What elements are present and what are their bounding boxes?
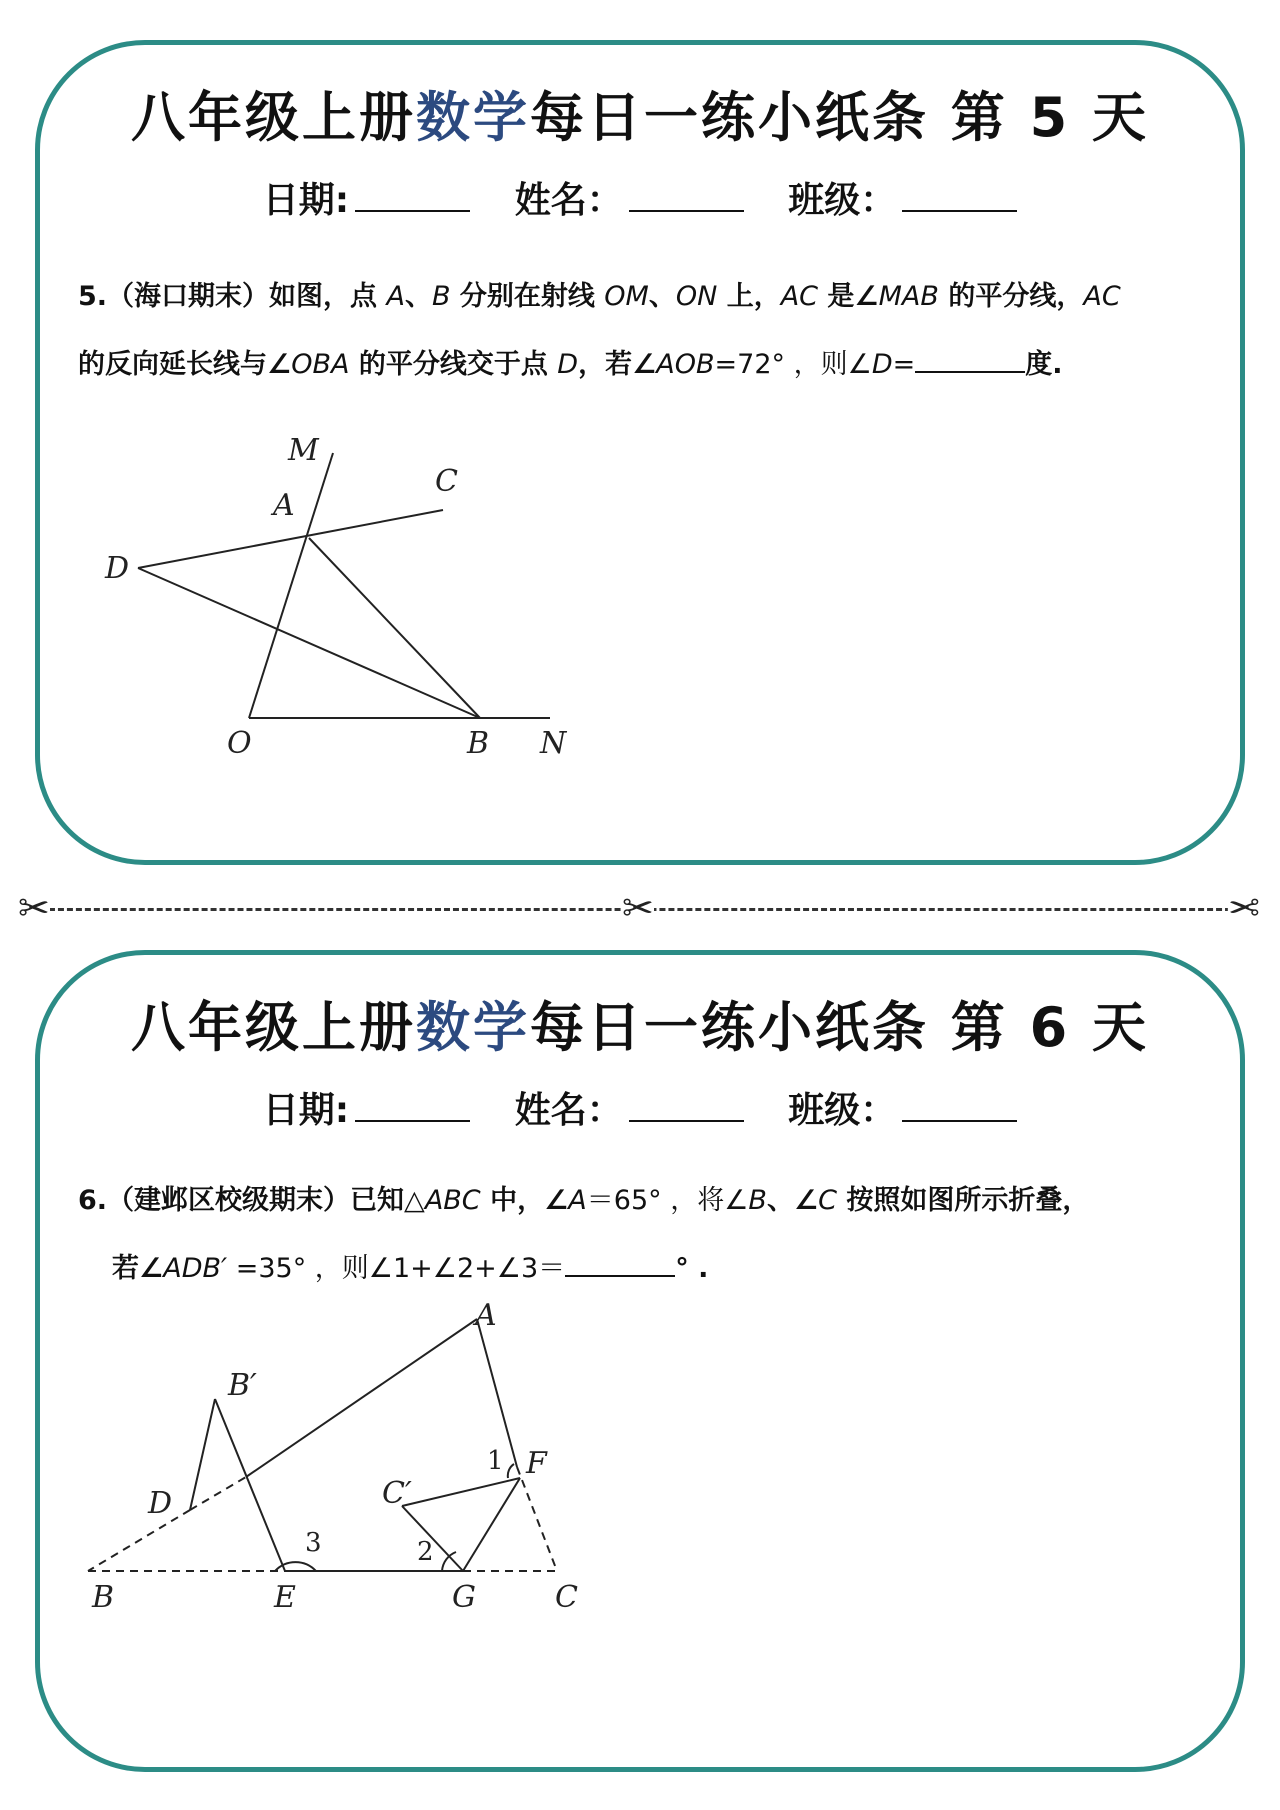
label-D: D (105, 551, 130, 586)
date-field[interactable]: 日期: (263, 1090, 470, 1131)
segment-DB (138, 568, 480, 718)
question-5-line-2: 的反向延长线与∠OBA 的平分线交于点 D，若∠AOB=72° ，则∠D= 度. (78, 349, 1063, 380)
scissors-icon: ✂ (622, 886, 654, 930)
title-day: 每日一练小纸条 第 5 天 (530, 86, 1149, 149)
label-B: B (92, 1580, 115, 1615)
segment-A-F (477, 1319, 517, 1467)
angle-arc-1 (508, 1464, 514, 1478)
label-O: O (227, 726, 252, 761)
label-angle-3: 3 (305, 1528, 322, 1558)
label-C-prime: C′ (382, 1476, 412, 1511)
class-field[interactable]: 班级： (788, 1090, 1017, 1131)
practice-card-day-6 (35, 950, 1245, 1772)
segment-D-B1 (190, 1399, 215, 1510)
question-5-line-1: 5.（海口期末）如图，点 A、B 分别在射线 OM、ON 上，AC 是∠MAB 的平分线，AC (78, 281, 1121, 312)
class-field[interactable]: 班级： (788, 180, 1017, 221)
title-text: 八年级上册 (131, 996, 416, 1059)
geometry-figure-5 (40, 45, 1240, 865)
label-G: G (452, 1580, 476, 1615)
segment-F-C1 (402, 1478, 520, 1506)
dashed-D-inner (190, 1477, 246, 1510)
segment-A-D (246, 1319, 477, 1477)
date-field[interactable]: 日期: (263, 180, 470, 221)
label-A: A (475, 1298, 497, 1333)
label-angle-1: 1 (487, 1446, 504, 1476)
segment-F-G (463, 1478, 520, 1571)
dashed-F-C (517, 1467, 557, 1571)
scissors-icon: ✂ (18, 886, 50, 930)
label-B: B (467, 726, 490, 761)
label-C: C (435, 464, 458, 499)
title-day: 每日一练小纸条 第 6 天 (530, 996, 1149, 1059)
label-B-prime: B′ (228, 1368, 257, 1403)
label-F: F (526, 1446, 547, 1481)
scissors-icon: ✂ (1228, 886, 1260, 930)
question-6-line-2: 若∠ADB′ =35° ，则∠1+∠2+∠3＝ ° . (112, 1253, 709, 1284)
label-N: N (540, 726, 567, 761)
title-subject: 数学 (416, 996, 530, 1059)
dashed-D-B (88, 1510, 190, 1571)
geometry-figure-6 (40, 955, 1240, 1775)
title-subject: 数学 (416, 86, 530, 149)
label-A: A (273, 488, 295, 523)
label-angle-2: 2 (417, 1537, 434, 1567)
name-field[interactable]: 姓名： (515, 1090, 744, 1131)
question-6-line-1: 6.（建邺区校级期末）已知△ABC 中，∠A＝65° ，将∠B、∠C 按照如图所示折叠， (78, 1185, 1090, 1216)
practice-card-day-5 (35, 40, 1245, 865)
label-M: M (288, 433, 319, 468)
label-C: C (555, 1580, 578, 1615)
segment-AB (309, 538, 480, 718)
label-D: D (148, 1486, 173, 1521)
label-E: E (274, 1580, 296, 1615)
title-text: 八年级上册 (131, 86, 416, 149)
name-field[interactable]: 姓名： (515, 180, 744, 221)
segment-B1-E (215, 1399, 285, 1571)
